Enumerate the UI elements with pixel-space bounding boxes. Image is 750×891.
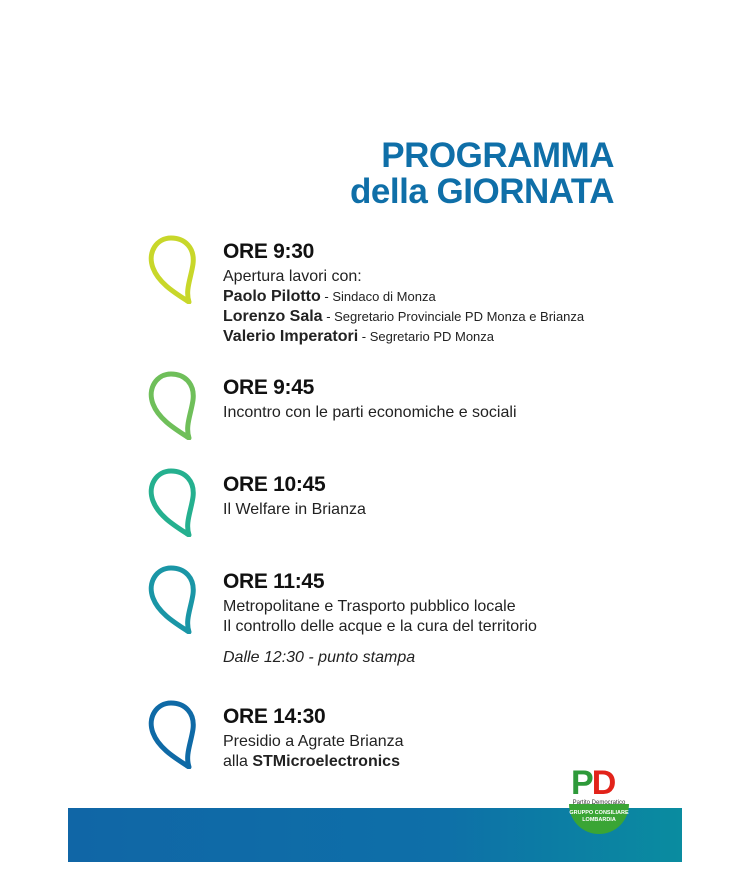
logo-group-line-2: LOMBARDIA <box>582 817 616 823</box>
schedule-text: Presidio a Agrate Brianza <box>223 733 404 750</box>
speaker-role: - Segretario PD Monza <box>358 329 495 344</box>
speaker-role: - Segretario Provinciale PD Monza e Brianza <box>322 309 585 324</box>
map-pin-icon <box>145 232 201 304</box>
speaker-name: Lorenzo Sala <box>223 308 323 325</box>
schedule-time: ORE 9:30 <box>223 240 314 263</box>
press-note: Dalle 12:30 - punto stampa <box>223 649 416 666</box>
schedule-time: ORE 11:45 <box>223 570 325 593</box>
speaker-name: Valerio Imperatori <box>223 328 359 345</box>
page-title <box>350 138 614 210</box>
company-name: STMicroelectronics <box>252 753 400 770</box>
title-line-2: della GIORNATA <box>350 172 614 211</box>
speaker-line <box>223 327 683 347</box>
speaker-line <box>223 287 683 307</box>
map-pin-icon <box>145 465 201 537</box>
title-line-1: PROGRAMMA <box>381 136 614 175</box>
logo-letter-p: P <box>571 764 592 802</box>
speaker-name: Paolo Pilotto <box>223 288 321 305</box>
speaker-role: - Sindaco di Monza <box>320 289 436 304</box>
logo-caption: Partito Democratico <box>572 800 626 806</box>
speaker-line <box>223 307 683 327</box>
schedule-time: ORE 10:45 <box>223 473 326 496</box>
map-pin-icon <box>145 562 201 634</box>
map-pin-icon <box>145 697 201 769</box>
schedule-text: Metropolitane e Trasporto pubblico locale <box>223 598 516 615</box>
logo-letters <box>571 764 614 803</box>
map-pin-icon <box>145 368 201 440</box>
logo-group <box>569 810 629 824</box>
pd-logo <box>561 760 633 832</box>
logo-group-line-1: GRUPPO CONSILIARE <box>569 810 629 816</box>
logo-letter-d: D <box>591 764 615 802</box>
schedule-text: Apertura lavori con: <box>223 268 362 285</box>
text-prefix: alla <box>223 753 253 770</box>
schedule-text: Il Welfare in Brianza <box>223 501 366 518</box>
schedule-text: Il controllo delle acque e la cura del territorio <box>223 618 537 635</box>
schedule-time: ORE 14:30 <box>223 705 326 728</box>
schedule-time: ORE 9:45 <box>223 376 314 399</box>
schedule-text: Incontro con le parti economiche e sociali <box>223 404 517 421</box>
